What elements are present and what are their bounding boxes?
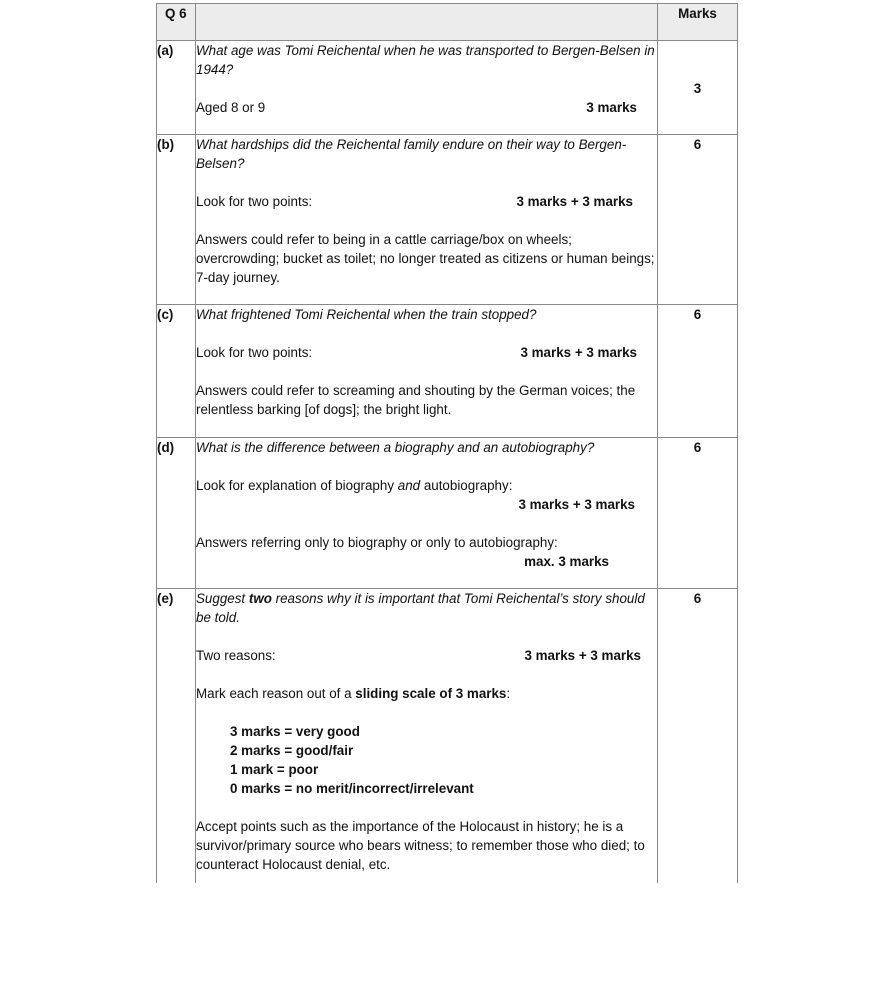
question-row-a: [157, 41, 738, 135]
question-prompt: Suggest two reasons why it is important that Tomi Reichental’s story should be told.: [196, 591, 645, 625]
look-for-text: Two reasons:: [196, 648, 276, 663]
question-number-header: Q 6: [157, 4, 196, 41]
marks-value: 6: [658, 135, 738, 305]
look-for-line: [196, 343, 657, 362]
blank-header: [196, 4, 658, 41]
marks-value: 6: [658, 589, 738, 883]
question-prompt: What hardships did the Reichental family endure on their way to Bergen-Belsen?: [196, 137, 627, 171]
scale-item: 0 marks = no merit/incorrect/irrelevant: [230, 781, 474, 796]
part-label: (e): [157, 589, 196, 883]
note-marks: max. 3 marks: [524, 554, 609, 569]
look-for-text: Look for explanation of biography and autobiography:: [196, 478, 513, 493]
part-label: (a): [157, 41, 196, 135]
question-prompt: What age was Tomi Reichental when he was transported to Bergen-Belsen in 1944?: [196, 43, 655, 77]
marks-header: Marks: [658, 4, 738, 41]
answer-note: Answers could refer to being in a cattle carriage/box on wheels; overcrowding; bucket as toilet; no longer treated as citizens or human beings; 7-day journey.: [196, 232, 655, 285]
answer-note: Answers could refer to screaming and shouting by the German voices; the relentless barking [of dogs]; the bright light.: [196, 383, 636, 417]
look-for-marks: 3 marks + 3 marks: [524, 648, 641, 663]
answer-note: Answers referring only to biography or only to autobiography:: [196, 535, 558, 550]
answer-note: Accept points such as the importance of the Holocaust in history; he is a survivor/primary source who bears witness; to remember those who died; to counteract Holocaust denial, etc.: [196, 819, 645, 872]
look-for-line: [196, 192, 657, 211]
scale-intro: Mark each reason out of a sliding scale of 3 marks:: [196, 686, 511, 701]
answer-line: [196, 98, 657, 117]
question-prompt: What frightened Tomi Reichental when the train stopped?: [196, 307, 537, 322]
question-body: [196, 589, 658, 883]
question-row-b: [157, 135, 738, 305]
marks-value: 3: [658, 41, 738, 135]
look-for-line: [196, 646, 657, 665]
marks-value: 6: [658, 438, 738, 589]
look-for-marks: 3 marks + 3 marks: [520, 345, 637, 360]
question-row-d: [157, 438, 738, 589]
part-label: (b): [157, 135, 196, 305]
look-for-marks: 3 marks + 3 marks: [516, 194, 633, 209]
question-prompt: What is the difference between a biography and an autobiography?: [196, 440, 595, 455]
look-for-text: Look for two points:: [196, 345, 313, 360]
question-body: [196, 135, 658, 305]
part-label: (c): [157, 305, 196, 438]
answer-text: Aged 8 or 9: [196, 100, 266, 115]
part-label: (d): [157, 438, 196, 589]
question-row-c: [157, 305, 738, 438]
header-row: [157, 4, 738, 41]
scale-item: 2 marks = good/fair: [230, 743, 354, 758]
scale-item: 1 mark = poor: [230, 762, 319, 777]
scale-item: 3 marks = very good: [230, 724, 360, 739]
answer-marks: 3 marks: [586, 100, 637, 115]
look-for-text: Look for two points:: [196, 194, 313, 209]
marking-scale: [196, 722, 657, 798]
marks-value: 6: [658, 305, 738, 438]
look-for-marks: 3 marks + 3 marks: [518, 497, 635, 512]
question-body: [196, 438, 658, 589]
question-row-e: [157, 589, 738, 883]
question-body: [196, 41, 658, 135]
question-body: [196, 305, 658, 438]
mark-scheme-table: [156, 3, 738, 883]
